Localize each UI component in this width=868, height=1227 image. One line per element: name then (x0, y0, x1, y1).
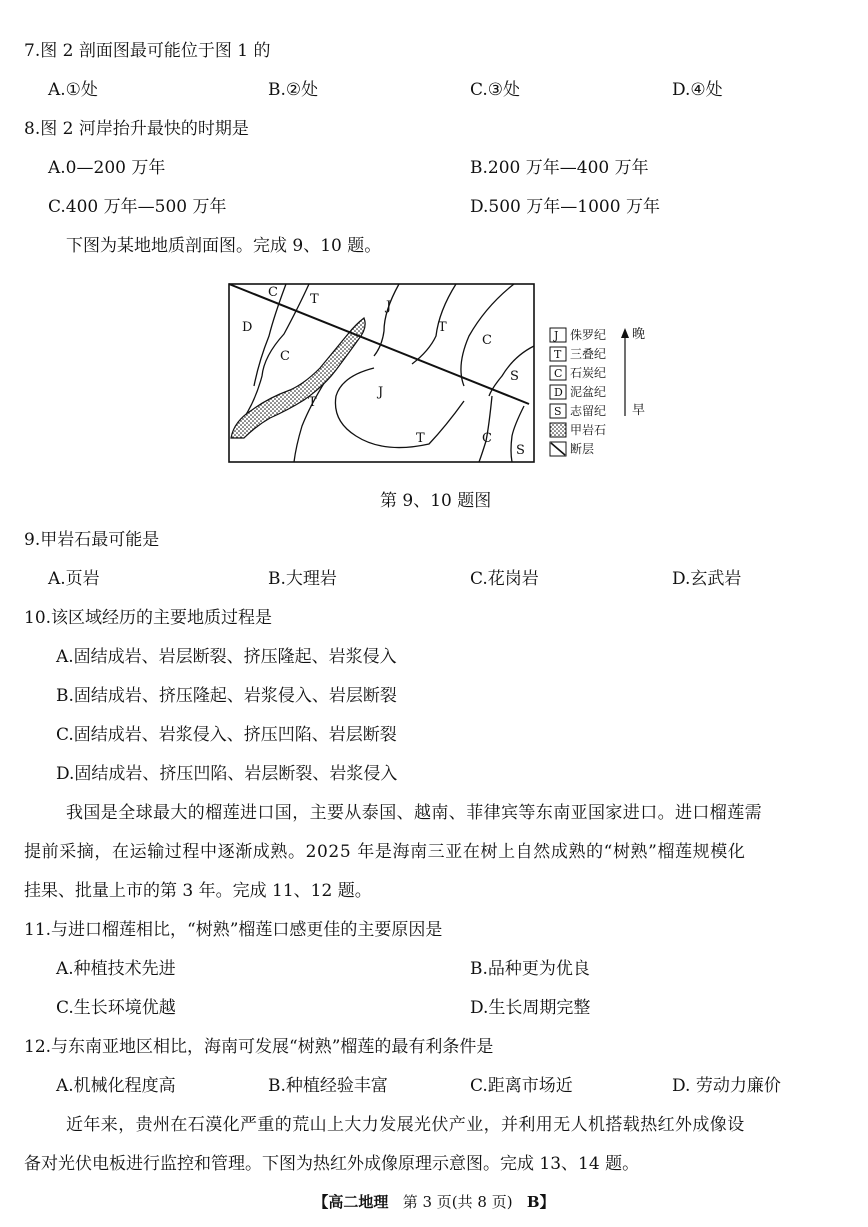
footer-subject: 【高二地理 (313, 1193, 389, 1211)
q12-option-a: A.机械化程度高 (56, 1076, 176, 1096)
legend-label-j: 侏罗纪 (570, 328, 607, 342)
page-footer (0, 1191, 868, 1213)
map-label: T (310, 292, 319, 307)
q9-option-c: C.花岗岩 (470, 569, 539, 589)
q8-option-a: A.0—200 万年 (48, 158, 166, 178)
q8-option-d: D.500 万年—1000 万年 (470, 197, 660, 217)
map-legend (550, 327, 645, 456)
passage-11-12-line-1: 我国是全球最大的榴莲进口国，主要从泰国、越南、菲律宾等东南亚国家进口。进口榴莲需 (66, 803, 762, 823)
figure-caption: 第 9、10 题图 (380, 491, 492, 511)
legend-label-t: 三叠纪 (570, 347, 607, 361)
legend-label-rock-jia: 甲岩石 (570, 423, 607, 437)
age-arrow-head (621, 328, 629, 338)
legend-label-s: 志留纪 (570, 404, 607, 418)
q10-option-c: C.固结成岩、岩浆侵入、挤压凹陷、岩层断裂 (56, 725, 397, 745)
question-11-stem: 11.与进口榴莲相比，“树熟”榴莲口感更佳的主要原因是 (24, 920, 443, 940)
legend-code-c: C (554, 367, 563, 380)
map-label: C (482, 333, 492, 348)
q11-option-a: A.种植技术先进 (56, 959, 176, 979)
q11-option-d: D.生长周期完整 (470, 998, 591, 1018)
q9-option-a: A.页岩 (48, 569, 100, 589)
age-early-label: 早 (632, 403, 646, 418)
q7-option-d: D.④处 (672, 80, 723, 100)
map-label: S (516, 443, 525, 458)
q12-option-c: C.距离市场近 (470, 1076, 573, 1096)
q7-option-a: A.①处 (48, 80, 98, 100)
legend-code-t: T (554, 348, 562, 361)
footer-page-number: 第 3 页(共 8 页) (402, 1193, 513, 1211)
q12-option-b: B.种植经验丰富 (268, 1076, 388, 1096)
map-label: T (438, 320, 447, 335)
legend-code-j: J (554, 329, 559, 342)
passage-13-14-line-1: 近年来，贵州在石漠化严重的荒山上大力发展光伏产业，并利用无人机搭载热红外成像设 (66, 1115, 745, 1135)
q7-option-c: C.③处 (470, 80, 521, 100)
legend-label-d: 泥盆纪 (570, 385, 607, 399)
map-label: C (268, 285, 278, 300)
q10-option-d: D.固结成岩、挤压凹陷、岩层断裂、岩浆侵入 (56, 764, 398, 784)
footer-version: B】 (526, 1193, 555, 1211)
age-late-label: 晚 (632, 327, 646, 342)
q12-option-d: D. 劳动力廉价 (672, 1076, 781, 1096)
q8-option-c: C.400 万年—500 万年 (48, 197, 227, 217)
map-label: J (386, 299, 392, 314)
map-label: T (308, 395, 317, 410)
map-label: C (482, 431, 492, 446)
question-12-stem: 12.与东南亚地区相比，海南可发展“树熟”榴莲的最有利条件是 (24, 1037, 494, 1057)
q11-option-c: C.生长环境优越 (56, 998, 176, 1018)
legend-label-fault: 断层 (570, 442, 595, 456)
map-label: S (510, 369, 519, 384)
q10-option-a: A.固结成岩、岩层断裂、挤压隆起、岩浆侵入 (56, 647, 397, 667)
geologic-section-figure (224, 276, 664, 472)
passage-13-14-line-2: 备对光伏电板进行监控和管理。下图为热红外成像原理示意图。完成 13、14 题。 (24, 1154, 640, 1174)
q9-option-d: D.玄武岩 (672, 569, 742, 589)
legend-label-c: 石炭纪 (570, 366, 607, 380)
legend-code-d: D (554, 386, 563, 399)
question-9-stem: 9.甲岩石最可能是 (24, 530, 160, 550)
map-label: D (242, 320, 253, 335)
legend-code-s: S (554, 405, 562, 418)
intro-9-10: 下图为某地地质剖面图。完成 9、10 题。 (66, 236, 382, 256)
legend-box-rock-jia (550, 423, 566, 437)
passage-11-12-line-2: 提前采摘，在运输过程中逐渐成熟。2025 年是海南三亚在树上自然成熟的“树熟”榴莲规模化 (24, 842, 746, 862)
q9-option-b: B.大理岩 (268, 569, 337, 589)
question-8-stem: 8.图 2 河岸抬升最快的时期是 (24, 119, 249, 139)
q8-option-b: B.200 万年—400 万年 (470, 158, 649, 178)
q11-option-b: B.品种更为优良 (470, 959, 590, 979)
q10-option-b: B.固结成岩、挤压隆起、岩浆侵入、岩层断裂 (56, 686, 397, 706)
question-7-stem: 7.图 2 剖面图最可能位于图 1 的 (24, 41, 271, 61)
q7-option-b: B.②处 (268, 80, 319, 100)
passage-11-12-line-3: 挂果、批量上市的第 3 年。完成 11、12 题。 (24, 881, 372, 901)
question-10-stem: 10.该区域经历的主要地质过程是 (24, 608, 273, 628)
map-label: C (280, 349, 290, 364)
map-label: J (378, 385, 384, 400)
map-label: T (416, 431, 425, 446)
